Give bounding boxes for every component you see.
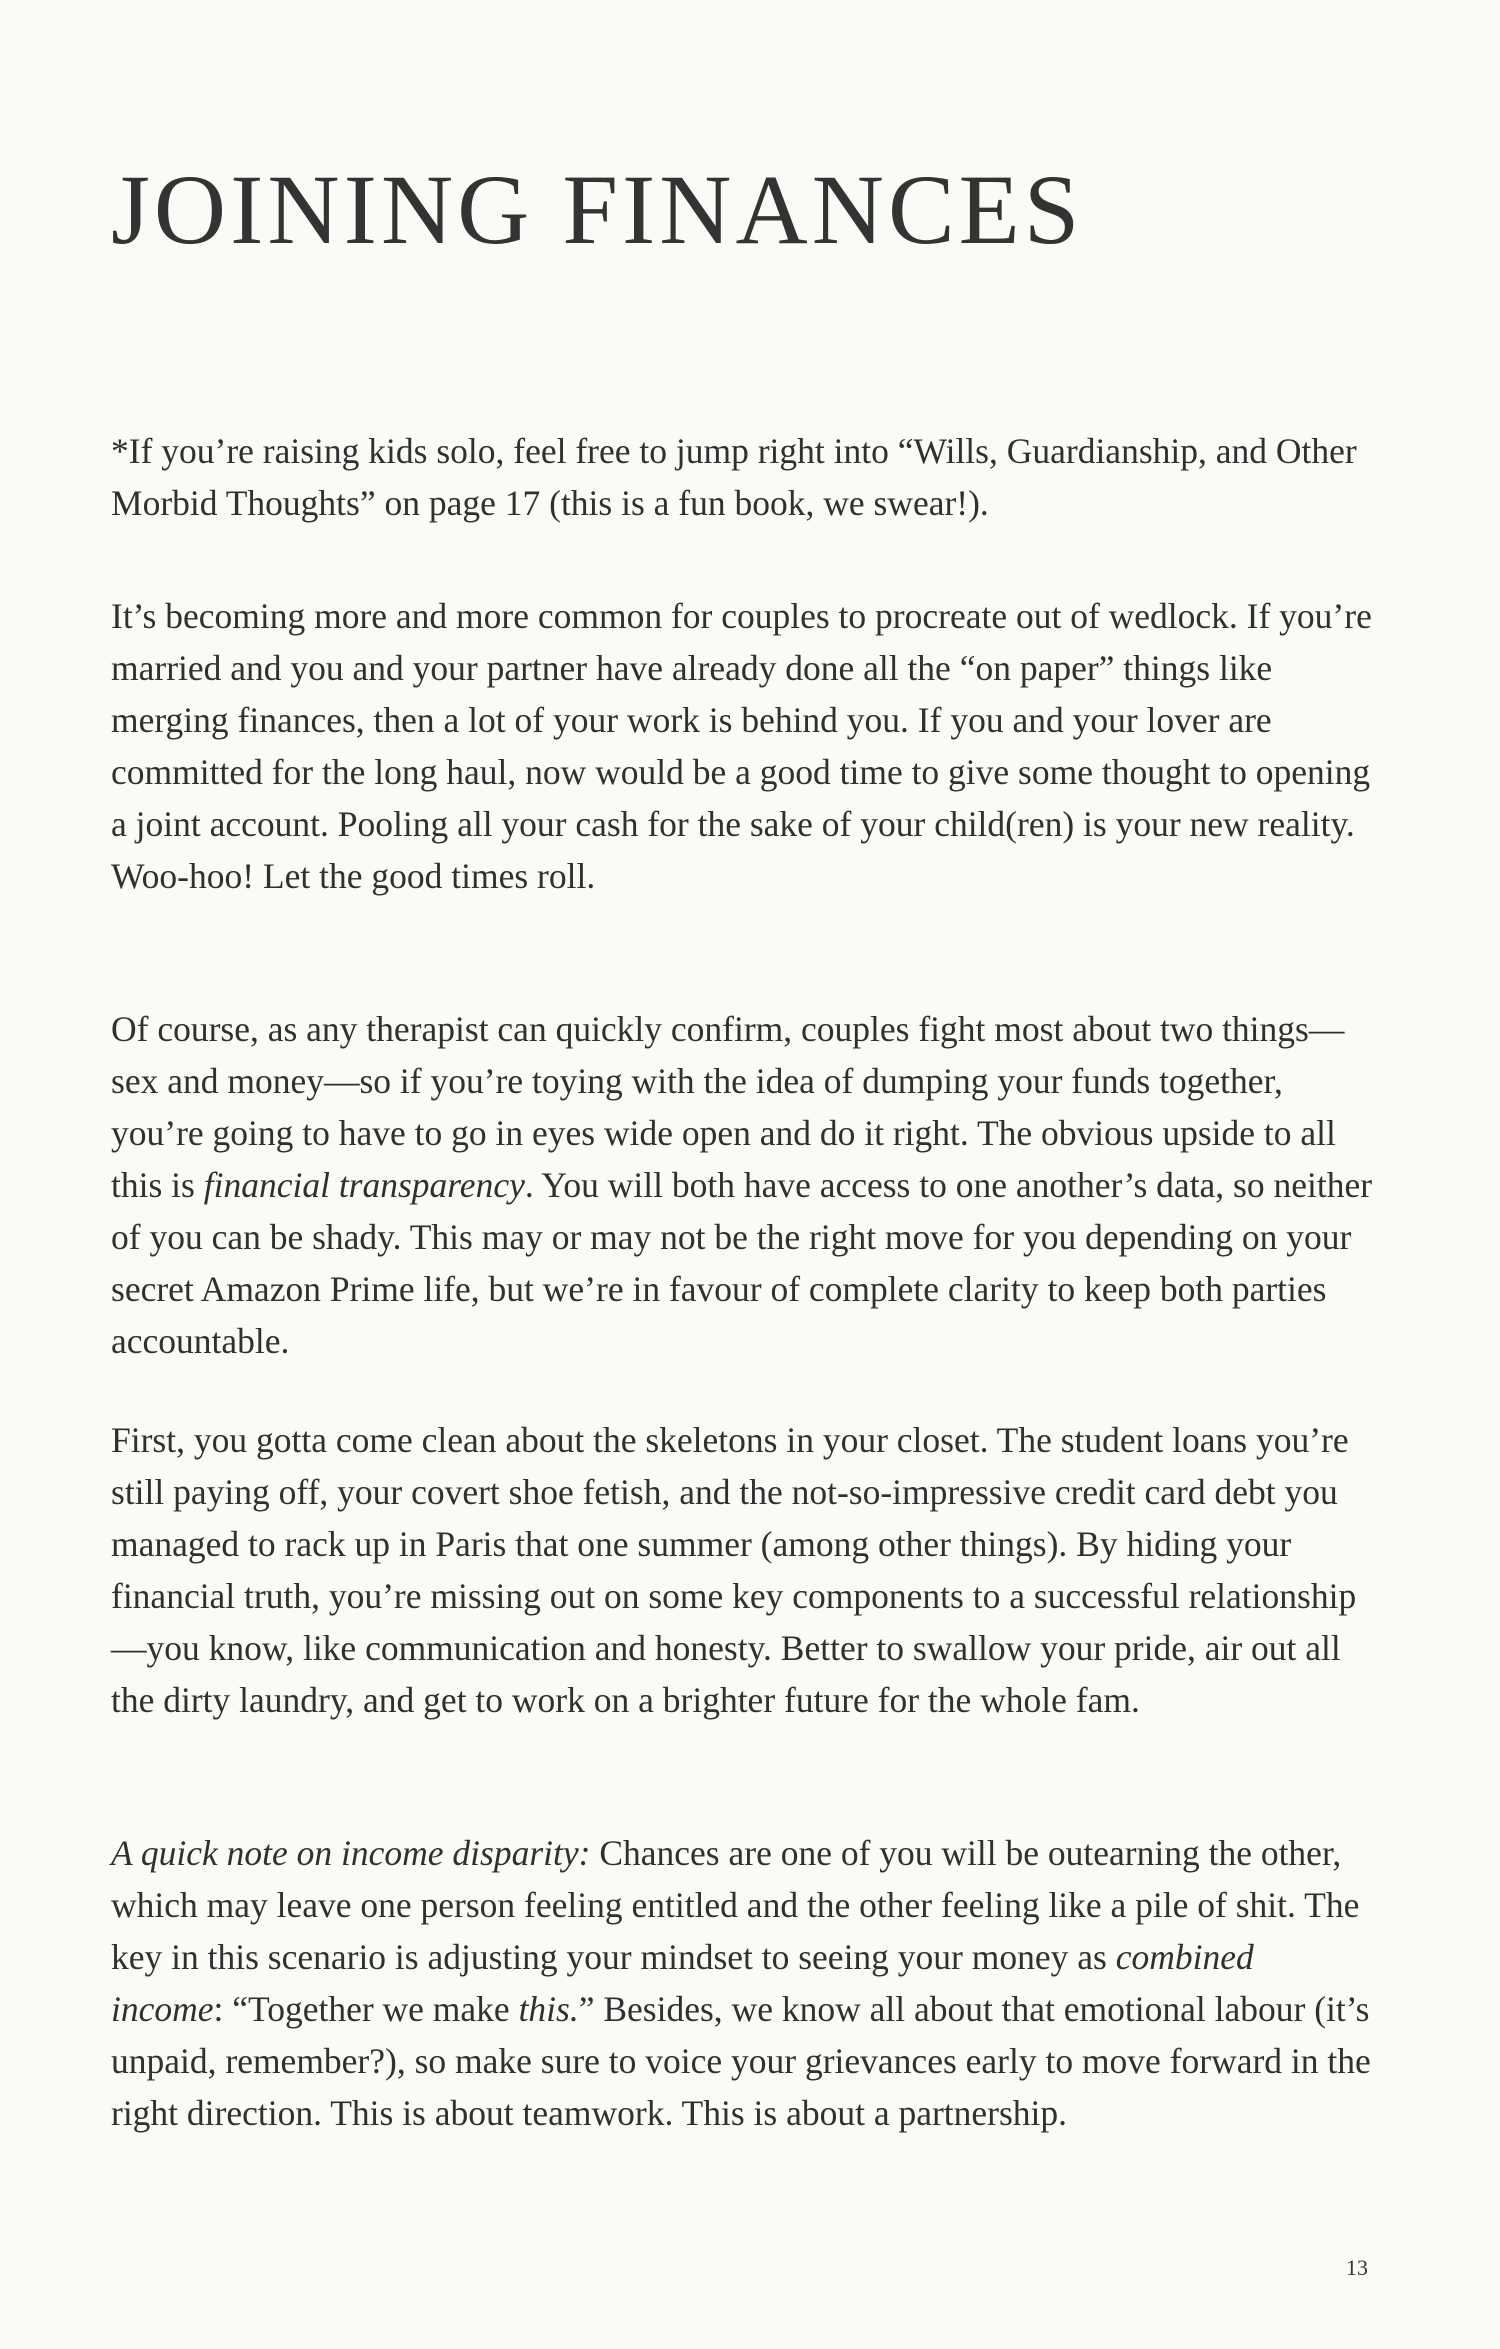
paragraph-transparency xyxy=(111,1003,1373,1367)
paragraph-text: ” Besides, we know all about that emotional labour (it’s unpaid, remember?), so make sure to voice your grievances early to move forward in the right direction. This is about teamwork. This is about a partnership. xyxy=(111,1989,1371,2133)
paragraph-text: *If you’re raising kids solo, feel free to jump right into “Wills, Guardianship, and Other Morbid Thoughts” on page 17 (this is a fun book, we swear!). xyxy=(111,431,1357,523)
chapter-title: JOINING FINANCES xyxy=(111,154,1084,265)
paragraph-income-disparity xyxy=(111,1827,1373,2139)
paragraph-text: Chances are one of you will be outearning the other, which may leave one person feeling entitled and the other feeling like a pile of shit. The key in this scenario is adjusting your mindset to seeing your money as xyxy=(111,1833,1360,1977)
emphasis-this: this. xyxy=(518,1989,579,2029)
paragraph-text: First, you gotta come clean about the skeletons in your closet. The student loans you’re still paying off, your covert shoe fetish, and the not-so-impressive credit card debt you managed to rack up in Paris that one summer (among other things). By hiding your financial truth, you’re missing out on some key components to a successful relationship—you know, like communication and honesty. Better to swallow your pride, air out all the dirty laundry, and get to work on a brighter future for the whole fam. xyxy=(111,1420,1357,1720)
paragraph-text: Of course, as any therapist can quickly confirm, couples fight most about two things—sex and money—so if you’re toying with the idea of dumping your funds together, you’re going to have to go in eyes wide open and do it right. The obvious upside to all this is xyxy=(111,1009,1345,1205)
intro-note-paragraph xyxy=(111,425,1373,529)
paragraph-skeletons xyxy=(111,1414,1373,1726)
paragraph-text: It’s becoming more and more common for couples to procreate out of wedlock. If you’re married and you and your partner have already done all the “on paper” things like merging finances, then a lot of your work is behind you. If you and your lover are committed for the long haul, now would be a good time to give some thought to opening a joint account. Pooling all your cash for the sake of your child(ren) is your new reality. Woo-hoo! Let the good times roll. xyxy=(111,596,1372,896)
paragraph-text: : “Together we make xyxy=(213,1989,519,2029)
emphasis-financial-transparency: financial transparency xyxy=(203,1165,525,1205)
income-disparity-lead: A quick note on income disparity: xyxy=(111,1833,591,1873)
emphasis-combined-income: combined income xyxy=(111,1937,1254,2029)
page-number: 13 xyxy=(1346,2255,1368,2280)
paragraph-text: . You will both have access to one another’s data, so neither of you can be shady. This may or may not be the right move for you depending on your secret Amazon Prime life, but we’re in favour of complete clarity to keep both parties accountable. xyxy=(111,1165,1373,1361)
paragraph-joint-account xyxy=(111,590,1373,902)
